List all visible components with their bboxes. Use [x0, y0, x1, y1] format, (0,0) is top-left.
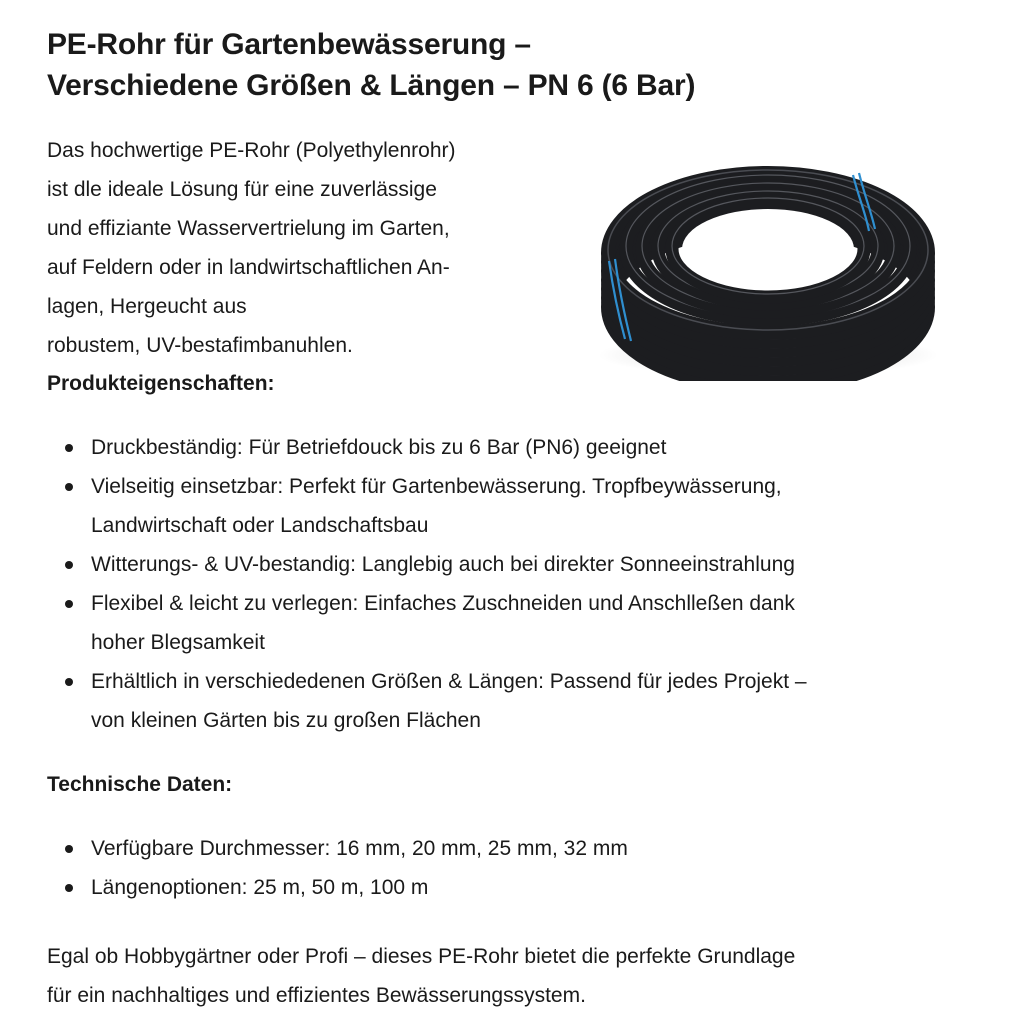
- intro-line: auf Feldern oder in landwirtschaftlichen An-: [47, 256, 450, 279]
- bullet-icon: [65, 884, 73, 892]
- feature-line: Vielseitig einsetzbar: Perfekt für Gartenbewässerung. Tropfbeywässerung,: [91, 475, 782, 498]
- feature-line: Landwirtschaft oder Landschaftsbau: [91, 514, 429, 537]
- bullet-icon: [65, 444, 73, 452]
- feature-line: von kleinen Gärten bis zu großen Flächen: [91, 709, 481, 732]
- intro-line: ist dle ideale Lösung für eine zuverlässige: [47, 178, 437, 201]
- intro-line: robustem, UV-bestafimbanuhlen.: [47, 334, 353, 357]
- closing-line: für ein nachhaltiges und effizientes Bewässerungssystem.: [47, 984, 586, 1007]
- feature-item: [47, 584, 987, 662]
- page-title-line-1: PE-Rohr für Gartenbewässerung –: [47, 28, 531, 61]
- features-list: [47, 428, 987, 740]
- feature-item: [47, 467, 987, 545]
- intro-line: lagen, Hergeucht aus: [47, 295, 247, 318]
- intro-line: Das hochwertige PE-Rohr (Polyethylenrohr): [47, 139, 456, 162]
- product-description: [47, 24, 987, 1015]
- feature-line: Witterungs- & UV-bestandig: Langlebig auch bei direkter Sonneeinstrahlung: [91, 553, 795, 576]
- technical-line: Längenoptionen: 25 m, 50 m, 100 m: [91, 876, 429, 899]
- technical-list: [47, 829, 987, 907]
- technical-heading: Technische Daten:: [47, 773, 233, 796]
- technical-line: Verfügbare Durchmesser: 16 mm, 20 mm, 25 mm, 32 mm: [91, 837, 628, 860]
- feature-item: [47, 545, 987, 584]
- page-title: [47, 24, 987, 106]
- feature-item: [47, 662, 987, 740]
- bullet-icon: [65, 561, 73, 569]
- coil-center: [682, 209, 854, 289]
- intro-section: [47, 131, 987, 369]
- feature-line: Erhältlich in verschiededenen Größen & Längen: Passend für jedes Projekt –: [91, 670, 807, 693]
- closing-paragraph: [47, 937, 987, 1015]
- features-heading: Produkteigenschaften:: [47, 372, 275, 395]
- closing-line: Egal ob Hobbygärtner oder Profi – dieses PE-Rohr bietet die perfekte Grundlage: [47, 945, 796, 968]
- feature-item: [47, 428, 987, 467]
- pipe-coil-image: [585, 149, 951, 381]
- technical-item: [47, 829, 987, 868]
- feature-line: Flexibel & leicht zu verlegen: Einfaches Zuschneiden und Anschlleßen dank: [91, 592, 795, 615]
- intro-paragraph: [47, 131, 567, 365]
- page-title-line-2: Verschiedene Größen & Längen – PN 6 (6 Bar): [47, 69, 696, 102]
- intro-line: und effiziante Wasservertrielung im Garten,: [47, 217, 450, 240]
- feature-line: Druckbeständig: Für Betriefdouck bis zu 6 Bar (PN6) geeignet: [91, 436, 667, 459]
- bullet-icon: [65, 600, 73, 608]
- bullet-icon: [65, 483, 73, 491]
- bullet-icon: [65, 845, 73, 853]
- technical-item: [47, 868, 987, 907]
- bullet-icon: [65, 678, 73, 686]
- feature-line: hoher Blegsamkeit: [91, 631, 265, 654]
